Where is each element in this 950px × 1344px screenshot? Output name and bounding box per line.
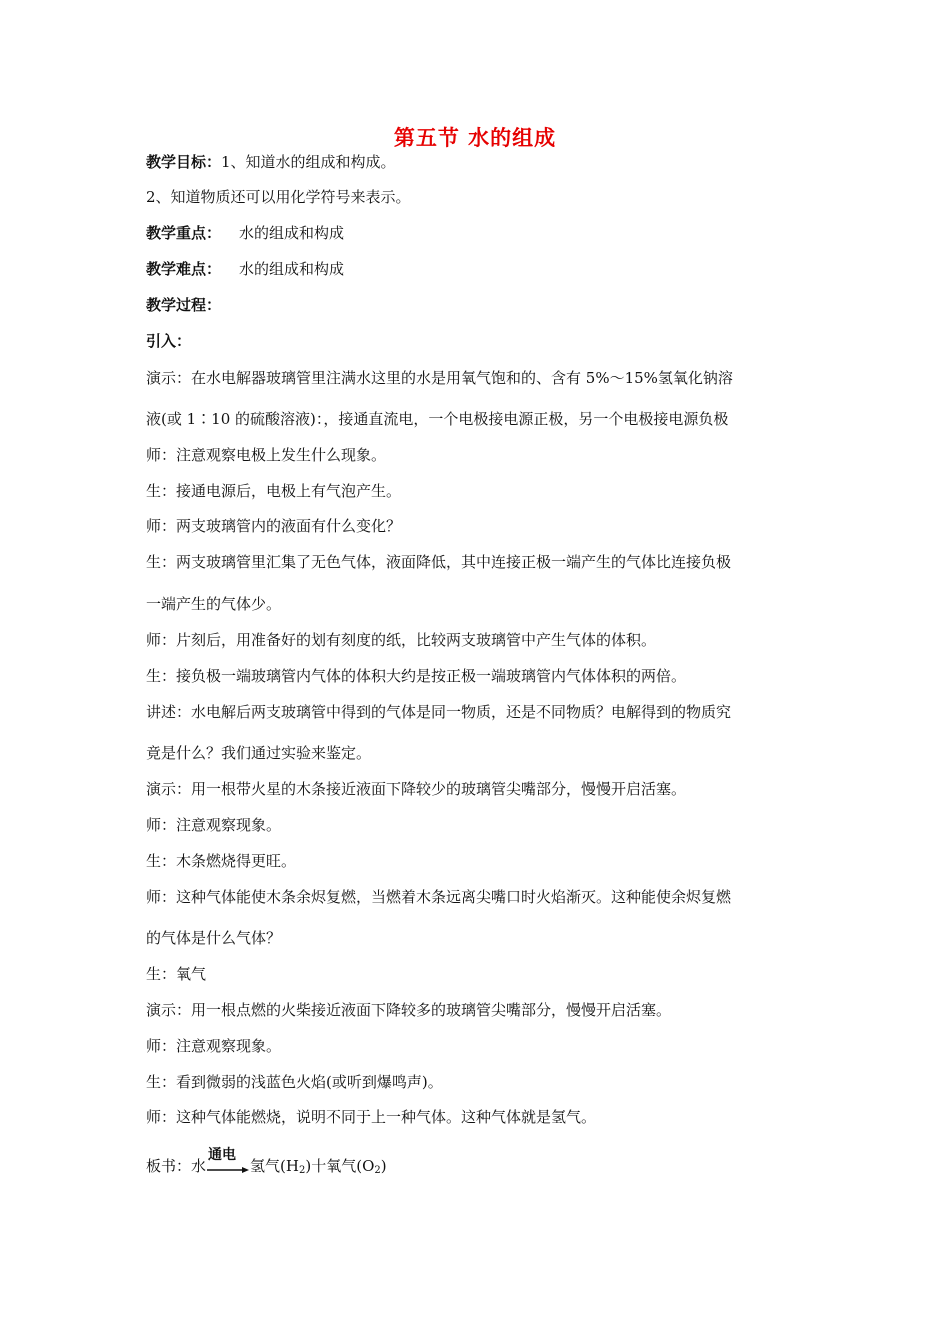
body-line: 演示：用一根点燃的火柴接近液面下降较多的玻璃管尖嘴部分，慢慢开启活塞。	[146, 1001, 672, 1019]
body-line: 液(或 1∶10 的硫酸溶液)：，接通直流电，一个电极接电源正极，另一个电极接电源负极	[146, 410, 729, 428]
arrow-right-icon	[206, 1166, 250, 1174]
objective-item-2: 2、知道物质还可以用化学符号来表示。	[146, 188, 411, 206]
body-line: 生：看到微弱的浅蓝色火焰(或听到爆鸣声)。	[146, 1073, 443, 1091]
body-line: 演示：用一根带火星的木条接近液面下降较少的玻璃管尖嘴部分，慢慢开启活塞。	[146, 780, 687, 798]
intro-label: 引入：	[146, 332, 192, 350]
body-line: 师：两支玻璃管内的液面有什么变化？	[146, 517, 402, 535]
difficulty-line	[146, 259, 344, 279]
reactant: 水	[191, 1157, 207, 1175]
body-line: 生：两支玻璃管里汇集了无色气体，液面降低，其中连接正极一端产生的气体比连接负极	[146, 553, 732, 571]
board-label: 板书：	[146, 1157, 192, 1175]
process-label: 教学过程：	[146, 296, 222, 314]
difficulty-label: 教学难点：	[146, 260, 222, 278]
difficulty-text: 水的组成和构成	[239, 260, 345, 278]
body-line: 生：木条燃烧得更旺。	[146, 852, 297, 870]
body-line: 讲述：水电解后两支玻璃管中得到的气体是同一物质，还是不同物质？电解得到的物质究	[146, 703, 732, 721]
body-line: 师：注意观察现象。	[146, 816, 282, 834]
body-line: 的气体是什么气体？	[146, 929, 282, 947]
product-1-close: )	[305, 1157, 312, 1175]
product-2: 氧气(O	[326, 1157, 375, 1175]
key-point-text: 水的组成和构成	[239, 224, 345, 242]
page-title: 第五节 水的组成	[393, 126, 557, 150]
key-point-label: 教学重点：	[146, 224, 222, 242]
body-line: 师：片刻后，用准备好的划有刻度的纸，比较两支玻璃管中产生气体的体积。	[146, 631, 657, 649]
board-equation	[146, 1147, 387, 1181]
body-line: 师：这种气体能使木条余烬复燃，当燃着木条远离尖嘴口时火焰渐灭。这种能使余烬复燃	[146, 888, 732, 906]
body-line: 生：氧气	[146, 965, 207, 983]
objective-item-1: 1、知道水的组成和构成。	[221, 153, 396, 171]
reaction-arrow	[206, 1147, 250, 1176]
product-2-close: )	[380, 1157, 387, 1175]
product-1-subscript: 2	[298, 1165, 306, 1176]
body-line: 生：接负极一端玻璃管内气体的体积大约是按正极一端玻璃管内气体体积的两倍。	[146, 667, 687, 685]
reaction-condition: 通电	[208, 1147, 237, 1163]
product-1: 氢气(H	[250, 1157, 299, 1175]
body-line: 师：注意观察电极上发生什么现象。	[146, 446, 387, 464]
body-line: 一端产生的气体少。	[146, 595, 282, 613]
objectives-line	[146, 152, 396, 172]
body-line: 师：注意观察现象。	[146, 1037, 282, 1055]
plus-sign: 十	[311, 1157, 327, 1175]
product-2-subscript: 2	[374, 1165, 381, 1176]
body-line: 演示：在水电解器玻璃管里注满水这里的水是用氧气饱和的、含有 5%～15%氢氧化钠溶	[146, 369, 733, 387]
key-point-line	[146, 223, 344, 243]
body-line: 师：这种气体能燃烧，说明不同于上一种气体。这种气体就是氢气。	[146, 1108, 597, 1126]
objectives-label: 教学目标：	[146, 153, 222, 171]
body-line: 生：接通电源后，电极上有气泡产生。	[146, 482, 402, 500]
body-line: 竟是什么？我们通过实验来鉴定。	[146, 744, 372, 762]
